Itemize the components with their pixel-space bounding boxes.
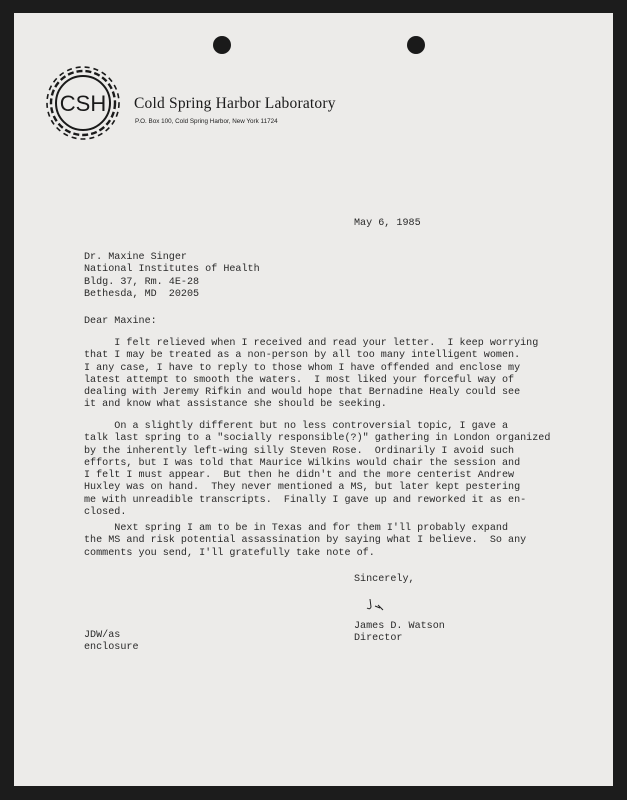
text-line: talk last spring to a "socially responsible(?)" gathering in London organized bbox=[84, 433, 551, 445]
text-line: the MS and risk potential assassination by saying what I believe. So any bbox=[84, 535, 527, 547]
salutation: Dear Maxine: bbox=[84, 316, 157, 327]
text-line: latest attempt to smooth the waters. I most liked your forceful way of bbox=[84, 374, 515, 386]
enclosure-note: enclosure bbox=[84, 642, 139, 653]
signature bbox=[366, 597, 388, 611]
text-line: comments you send, I'll gratefully take note of. bbox=[84, 547, 375, 559]
text-line: Huxley was on hand. They never mentioned a MS, but later kept pestering bbox=[84, 482, 521, 494]
text-line: I felt relieved when I received and read your letter. I keep worrying bbox=[84, 338, 539, 349]
svg-text:CSH: CSH bbox=[59, 91, 107, 116]
paragraph-3 bbox=[84, 523, 526, 560]
letter-date: May 6, 1985 bbox=[354, 218, 421, 229]
punch-hole bbox=[213, 36, 231, 54]
text-line: me with unreadible transcripts. Finally I gave up and reworked it as en- bbox=[84, 494, 527, 506]
recipient-line: Bldg. 37, Rm. 4E-28 bbox=[84, 276, 200, 288]
text-line: dealing with Jeremy Rifkin and would hope that Bernadine Healy could see bbox=[84, 387, 521, 399]
institution-name: Cold Spring Harbor Laboratory bbox=[134, 95, 336, 112]
institution-address: P.O. Box 100, Cold Spring Harbor, New York 11724 bbox=[135, 118, 278, 125]
text-line: I felt I must appear. But then he didn't and the more centerist Andrew bbox=[84, 470, 515, 482]
punch-hole bbox=[407, 36, 425, 54]
csh-logo bbox=[44, 64, 122, 142]
signer-title: Director bbox=[354, 633, 403, 644]
text-line: that I may be treated as a non-person by all too many intelligent women. bbox=[84, 350, 521, 362]
recipient-line: Bethesda, MD 20205 bbox=[84, 288, 200, 300]
recipient-line: National Institutes of Health bbox=[84, 264, 260, 276]
paragraph-1 bbox=[84, 338, 538, 412]
text-line: Next spring I am to be in Texas and for them I'll probably expand bbox=[84, 523, 509, 534]
signer-name: James D. Watson bbox=[354, 621, 445, 632]
closing: Sincerely, bbox=[354, 574, 415, 585]
paragraph-2 bbox=[84, 421, 550, 519]
text-line: closed. bbox=[84, 507, 127, 519]
reference-initials: JDW/as bbox=[84, 630, 121, 641]
text-line: by the inherently left-wing silly Steven Rose. Ordinarily I avoid such bbox=[84, 445, 515, 457]
recipient-line: Dr. Maxine Singer bbox=[84, 252, 187, 263]
text-line: it and know what assistance she should be seeking. bbox=[84, 399, 387, 411]
text-line: I any case, I have to reply to those whom I have offended and enclose my bbox=[84, 362, 521, 374]
recipient-address bbox=[84, 252, 260, 301]
text-line: On a slightly different but no less controversial topic, I gave a bbox=[84, 421, 509, 432]
text-line: efforts, but I was told that Maurice Wilkins would chair the session and bbox=[84, 457, 521, 469]
